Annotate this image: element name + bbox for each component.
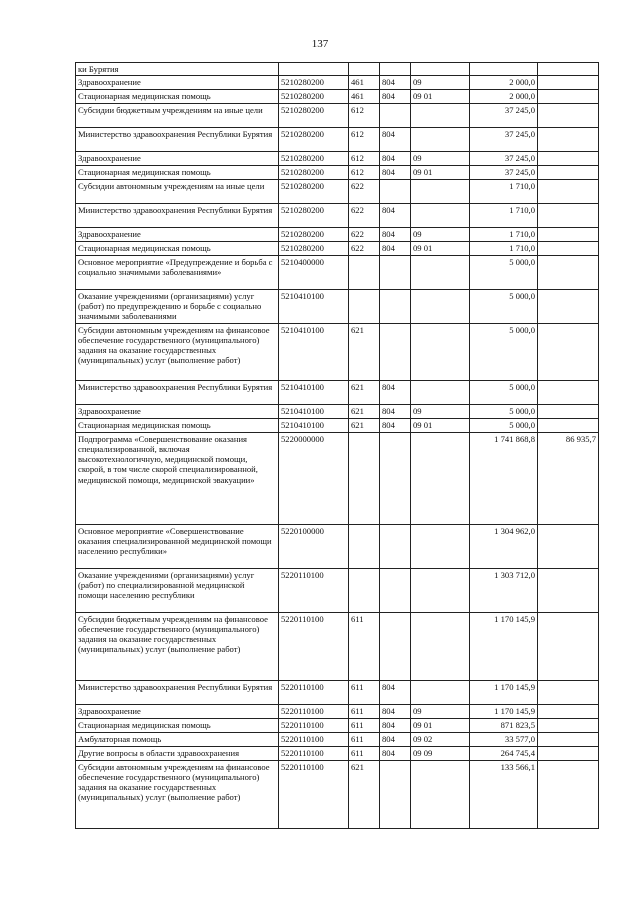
row-csr-cell: 5210280200 [279,166,349,180]
table-row [76,381,599,405]
row-sum-1-cell: 5 000,0 [470,405,538,419]
row-vr-cell: 622 [349,204,380,228]
row-sum-1-cell: 1 304 962,0 [470,525,538,569]
row-name-cell: ки Бурятия [76,63,279,76]
table-row [76,569,599,613]
row-sum-2-cell [538,613,599,681]
row-vr-cell: 621 [349,405,380,419]
row-name-cell: Министерство здравоохранения Республики Бурятия [76,381,279,405]
row-sum-2-cell [538,76,599,90]
row-vr-cell: 611 [349,719,380,733]
row-name-cell: Основное мероприятие «Совершенствование оказания специализированной медицинской помощи населению республики» [76,525,279,569]
row-vr-cell [349,569,380,613]
row-csr-cell: 5210280200 [279,204,349,228]
row-pr-cell [411,381,470,405]
row-sum-2-cell [538,419,599,433]
row-name-cell: Министерство здравоохранения Республики Бурятия [76,128,279,152]
row-vr-cell: 461 [349,90,380,104]
row-rz-cell: 804 [380,166,411,180]
row-pr-cell: 09 [411,152,470,166]
row-sum-2-cell [538,719,599,733]
row-rz-cell [380,104,411,128]
row-pr-cell [411,681,470,705]
row-pr-cell: 09 02 [411,733,470,747]
row-name-cell: Министерство здравоохранения Республики Бурятия [76,204,279,228]
row-vr-cell: 621 [349,381,380,405]
row-sum-2-cell [538,525,599,569]
row-vr-cell: 622 [349,228,380,242]
table-row [76,204,599,228]
row-rz-cell: 804 [380,128,411,152]
row-sum-1-cell: 37 245,0 [470,104,538,128]
row-sum-1-cell: 5 000,0 [470,381,538,405]
row-csr-cell: 5220110100 [279,569,349,613]
table-row [76,242,599,256]
row-sum-1-cell: 1 710,0 [470,180,538,204]
row-sum-2-cell [538,228,599,242]
row-csr-cell: 5210280200 [279,76,349,90]
row-rz-cell: 804 [380,719,411,733]
row-name-cell: Оказание учреждениями (организациями) услуг (работ) по предупреждению и борьбе с социально значимыми заболеваниями [76,290,279,324]
row-name-cell: Другие вопросы в области здравоохранения [76,747,279,761]
row-csr-cell: 5220110100 [279,681,349,705]
table-row [76,104,599,128]
table-row [76,152,599,166]
table-row [76,76,599,90]
row-sum-2-cell [538,242,599,256]
table-row [76,324,599,381]
row-csr-cell: 5220110100 [279,719,349,733]
table-row [76,733,599,747]
row-sum-2-cell [538,761,599,829]
row-vr-cell: 612 [349,104,380,128]
row-vr-cell: 622 [349,180,380,204]
row-rz-cell [380,433,411,525]
row-csr-cell: 5210410100 [279,290,349,324]
row-rz-cell: 804 [380,419,411,433]
row-vr-cell [349,256,380,290]
table-row [76,419,599,433]
row-vr-cell: 621 [349,761,380,829]
row-pr-cell: 09 01 [411,90,470,104]
budget-table-body [76,63,599,829]
table-row [76,405,599,419]
row-csr-cell: 5210280200 [279,90,349,104]
row-pr-cell [411,433,470,525]
row-name-cell: Субсидии бюджетным учреждениям на иные цели [76,104,279,128]
row-sum-2-cell [538,128,599,152]
row-name-cell: Подпрограмма «Совершенствование оказания специализированной, включая высокотехнологичную, медицинской помощи, скорой, в том числе скорой специализированной, медицинской помощи, медицинской эвакуации» [76,433,279,525]
row-rz-cell: 804 [380,705,411,719]
row-vr-cell: 611 [349,613,380,681]
row-name-cell: Основное мероприятие «Предупреждение и борьба с социально значимыми заболеваниями» [76,256,279,290]
row-rz-cell: 804 [380,747,411,761]
row-csr-cell: 5210410100 [279,324,349,381]
row-rz-cell [380,569,411,613]
row-rz-cell: 804 [380,90,411,104]
page-number: 137 [311,38,329,50]
row-name-cell: Здравоохранение [76,76,279,90]
row-rz-cell: 804 [380,76,411,90]
table-row [76,90,599,104]
row-pr-cell [411,180,470,204]
row-csr-cell: 5220100000 [279,525,349,569]
row-vr-cell [349,63,380,76]
row-name-cell: Субсидии автономным учреждениям на финансовое обеспечение государственного (муниципального) задания на оказание государственных (муниципальных) услуг (выполнение работ) [76,324,279,381]
row-pr-cell: 09 01 [411,166,470,180]
row-rz-cell: 804 [380,405,411,419]
row-sum-2-cell [538,180,599,204]
row-csr-cell: 5210410100 [279,381,349,405]
row-pr-cell [411,613,470,681]
row-sum-1-cell: 37 245,0 [470,152,538,166]
table-row [76,761,599,829]
row-sum-2-cell [538,104,599,128]
row-sum-1-cell: 1 710,0 [470,228,538,242]
row-sum-2-cell [538,166,599,180]
row-sum-1-cell: 1 170 145,9 [470,681,538,705]
row-vr-cell [349,290,380,324]
row-name-cell: Стационарная медицинская помощь [76,242,279,256]
row-sum-1-cell: 1 741 868,8 [470,433,538,525]
row-pr-cell [411,128,470,152]
row-rz-cell [380,761,411,829]
row-csr-cell: 5210280200 [279,242,349,256]
row-sum-2-cell [538,256,599,290]
row-sum-1-cell: 5 000,0 [470,290,538,324]
row-sum-2-cell [538,63,599,76]
row-pr-cell [411,569,470,613]
table-row [76,433,599,525]
row-csr-cell: 5210280200 [279,152,349,166]
row-csr-cell: 5210280200 [279,228,349,242]
table-row [76,256,599,290]
row-csr-cell: 5210280200 [279,180,349,204]
table-row [76,290,599,324]
table-row [76,228,599,242]
row-sum-2-cell [538,204,599,228]
row-csr-cell: 5220000000 [279,433,349,525]
row-name-cell: Амбулаторная помощь [76,733,279,747]
row-pr-cell: 09 01 [411,242,470,256]
row-pr-cell [411,256,470,290]
row-rz-cell: 804 [380,204,411,228]
table-row [76,128,599,152]
row-sum-1-cell [470,63,538,76]
row-sum-2-cell [538,90,599,104]
row-vr-cell: 611 [349,681,380,705]
row-sum-2-cell [538,569,599,613]
row-sum-1-cell: 133 566,1 [470,761,538,829]
row-vr-cell: 461 [349,76,380,90]
row-sum-1-cell: 33 577,0 [470,733,538,747]
row-pr-cell: 09 01 [411,419,470,433]
row-sum-2-cell [538,681,599,705]
row-sum-2-cell [538,290,599,324]
row-pr-cell: 09 [411,405,470,419]
row-sum-1-cell: 264 745,4 [470,747,538,761]
table-row [76,705,599,719]
row-sum-1-cell: 5 000,0 [470,324,538,381]
row-pr-cell [411,525,470,569]
row-csr-cell: 5210280200 [279,104,349,128]
row-sum-2-cell [538,733,599,747]
row-rz-cell [380,180,411,204]
row-vr-cell: 611 [349,733,380,747]
row-name-cell: Стационарная медицинская помощь [76,90,279,104]
row-sum-2-cell [538,747,599,761]
row-sum-1-cell: 1 170 145,9 [470,613,538,681]
row-name-cell: Здравоохранение [76,228,279,242]
row-pr-cell [411,761,470,829]
row-csr-cell: 5210400000 [279,256,349,290]
row-vr-cell: 612 [349,166,380,180]
row-pr-cell [411,204,470,228]
table-row [76,719,599,733]
row-name-cell: Стационарная медицинская помощь [76,419,279,433]
row-sum-1-cell: 5 000,0 [470,419,538,433]
table-row [76,747,599,761]
row-rz-cell: 804 [380,681,411,705]
row-sum-2-cell [538,705,599,719]
row-rz-cell [380,525,411,569]
row-sum-1-cell: 1 170 145,9 [470,705,538,719]
row-csr-cell [279,63,349,76]
row-sum-2-cell [538,324,599,381]
row-vr-cell: 611 [349,705,380,719]
table-row [76,681,599,705]
row-pr-cell: 09 [411,76,470,90]
row-name-cell: Министерство здравоохранения Республики Бурятия [76,681,279,705]
row-vr-cell [349,433,380,525]
row-rz-cell: 804 [380,381,411,405]
row-sum-1-cell: 1 710,0 [470,204,538,228]
row-csr-cell: 5220110100 [279,733,349,747]
row-csr-cell: 5220110100 [279,705,349,719]
row-vr-cell: 622 [349,242,380,256]
row-pr-cell: 09 [411,705,470,719]
row-name-cell: Субсидии бюджетным учреждениям на финансовое обеспечение государственного (муниципального) задания на оказание государственных (муниципальных) услуг (выполнение работ) [76,613,279,681]
row-sum-1-cell: 37 245,0 [470,128,538,152]
row-vr-cell: 612 [349,152,380,166]
row-pr-cell: 09 [411,228,470,242]
row-sum-1-cell: 1 710,0 [470,242,538,256]
row-name-cell: Стационарная медицинская помощь [76,166,279,180]
row-csr-cell: 5220110100 [279,613,349,681]
row-name-cell: Субсидии автономным учреждениям на финансовое обеспечение государственного (муниципального) задания на оказание государственных (муниципальных) услуг (выполнение работ) [76,761,279,829]
row-name-cell: Здравоохранение [76,705,279,719]
row-name-cell: Субсидии автономным учреждениям на иные цели [76,180,279,204]
row-vr-cell: 612 [349,128,380,152]
row-csr-cell: 5210280200 [279,128,349,152]
row-csr-cell: 5220110100 [279,747,349,761]
row-sum-2-cell: 86 935,7 [538,433,599,525]
row-pr-cell: 09 09 [411,747,470,761]
row-vr-cell: 621 [349,324,380,381]
row-pr-cell [411,324,470,381]
table-row [76,166,599,180]
table-row [76,63,599,76]
row-pr-cell [411,63,470,76]
row-rz-cell: 804 [380,228,411,242]
row-sum-2-cell [538,152,599,166]
row-sum-1-cell: 1 303 712,0 [470,569,538,613]
row-rz-cell [380,63,411,76]
row-sum-2-cell [538,405,599,419]
row-sum-1-cell: 5 000,0 [470,256,538,290]
row-sum-1-cell: 37 245,0 [470,166,538,180]
row-name-cell: Здравоохранение [76,405,279,419]
budget-table [75,62,599,829]
row-name-cell: Здравоохранение [76,152,279,166]
row-vr-cell: 621 [349,419,380,433]
row-rz-cell: 804 [380,152,411,166]
row-csr-cell: 5220110100 [279,761,349,829]
table-row [76,525,599,569]
row-csr-cell: 5210410100 [279,405,349,419]
row-rz-cell [380,290,411,324]
table-row [76,613,599,681]
row-sum-2-cell [538,381,599,405]
row-pr-cell [411,290,470,324]
row-csr-cell: 5210410100 [279,419,349,433]
row-sum-1-cell: 2 000,0 [470,90,538,104]
row-sum-1-cell: 871 823,5 [470,719,538,733]
row-rz-cell [380,324,411,381]
table-row [76,180,599,204]
row-rz-cell: 804 [380,242,411,256]
row-name-cell: Стационарная медицинская помощь [76,719,279,733]
row-rz-cell [380,613,411,681]
row-sum-1-cell: 2 000,0 [470,76,538,90]
row-vr-cell: 611 [349,747,380,761]
row-pr-cell: 09 01 [411,719,470,733]
row-rz-cell [380,256,411,290]
row-vr-cell [349,525,380,569]
row-name-cell: Оказание учреждениями (организациями) услуг (работ) по специализированной медицинской помощи населению республики [76,569,279,613]
row-rz-cell: 804 [380,733,411,747]
row-pr-cell [411,104,470,128]
